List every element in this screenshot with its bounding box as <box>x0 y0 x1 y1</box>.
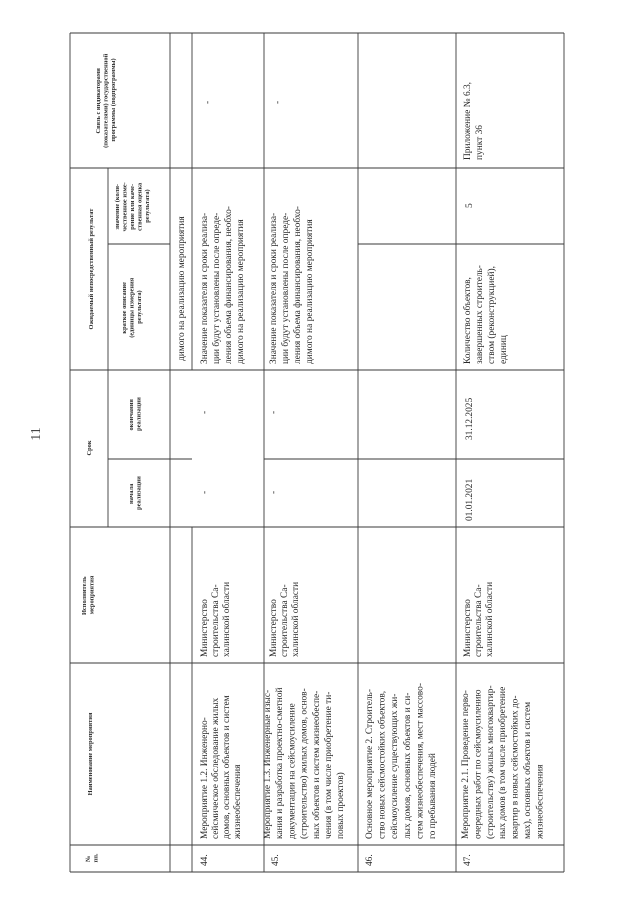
row-start: - <box>269 490 279 494</box>
table-row-47 <box>461 80 545 866</box>
row-executor: Министерство строительства Са- халинской области <box>463 581 495 657</box>
header-value: значение (коли- чественное изме- рение или каче- ственная оценка результата) <box>114 182 151 232</box>
row-end: - <box>269 410 279 414</box>
row-start: 01.01.2021 <box>465 478 475 521</box>
row-link: - <box>273 100 283 104</box>
row-start: - <box>200 490 210 494</box>
header-end: окончания реализации <box>128 397 143 431</box>
row-end: 31.12.2025 <box>465 397 475 440</box>
header-term: Срок <box>86 440 93 456</box>
row-executor: Министерство строительства Са- халинской области <box>269 581 301 657</box>
table-row-44 <box>200 101 246 866</box>
row-number: 46. <box>365 854 375 866</box>
row-number: 45. <box>271 854 281 866</box>
row-result: Значение показателя и сроки реализа- ции будут установлены после опреде- ления объема финансирования, необхо- димого на реализацию мероприятия <box>200 206 246 364</box>
row-name: Основное мероприятие 2. Строитель- ство новых сейсмостойких объектов, сейсмоусиление существующих жи- лых домов, основных объектов и си- стем жизнеобеспечения, мест массово- го пребывания людей <box>365 683 438 839</box>
row-executor: Министерство строительства Са- халинской области <box>200 581 232 657</box>
row-name: Мероприятие 1.3. Инженерные изыс- кания и разработка проектно-сметной документации на сейсмоусиление (строительство) жилых домов, основ- ных объектов и систем жизнеобеспе- чения (в том числе приобретение ти- повых проектов) <box>263 687 347 839</box>
row-name: Мероприятие 1.2. Инженерно- сейсмическое обследование жилых домов, основных объектов и систем жизнеобеспечения <box>200 695 243 839</box>
row-link: - <box>203 100 213 104</box>
header-executor: Исполнитель мероприятия <box>81 575 96 616</box>
table-header <box>81 52 151 862</box>
header-start: начала реализации <box>128 476 143 510</box>
row-value: 5 <box>465 203 475 208</box>
table-row-46 <box>365 681 438 866</box>
row-number: 47. <box>463 854 473 866</box>
header-link: Связь с индикаторами (показателями) государственной программы (подпрограммы) <box>95 53 117 148</box>
row-result: Значение показателя и сроки реализа- ции будут установлены после опреде- ления объема финансирования, необхо- димого на реализацию мероприятия <box>269 206 315 364</box>
row-name: Мероприятие 2.1. Проведение перво- очередных работ по сейсмоусилению (строительству) жилых многоквартир- ных домов (в том числе приобретение квартир в новых сейсмостойких до- мах), основных объектов и систем жизнеобеспечения <box>461 685 546 839</box>
row-link: Приложение № 6.3, пункт 36 <box>463 81 485 160</box>
row-brief: Количество объектов, завершенных строитель- ством (реконструкцией), единиц <box>463 265 509 364</box>
page-number: 11 <box>29 427 44 441</box>
table-row-45 <box>263 101 346 866</box>
header-brief: краткое описание (единицы измерения результата) <box>121 277 143 338</box>
header-no: № пп. <box>85 853 100 863</box>
row-end: - <box>200 410 210 414</box>
header-name: Наименование мероприятия <box>87 712 94 796</box>
row-number: 44. <box>200 854 210 866</box>
spill-text: димого на реализацию мероприятия <box>177 216 187 361</box>
header-result: Ожидаемый непосредственный результат <box>88 208 95 330</box>
